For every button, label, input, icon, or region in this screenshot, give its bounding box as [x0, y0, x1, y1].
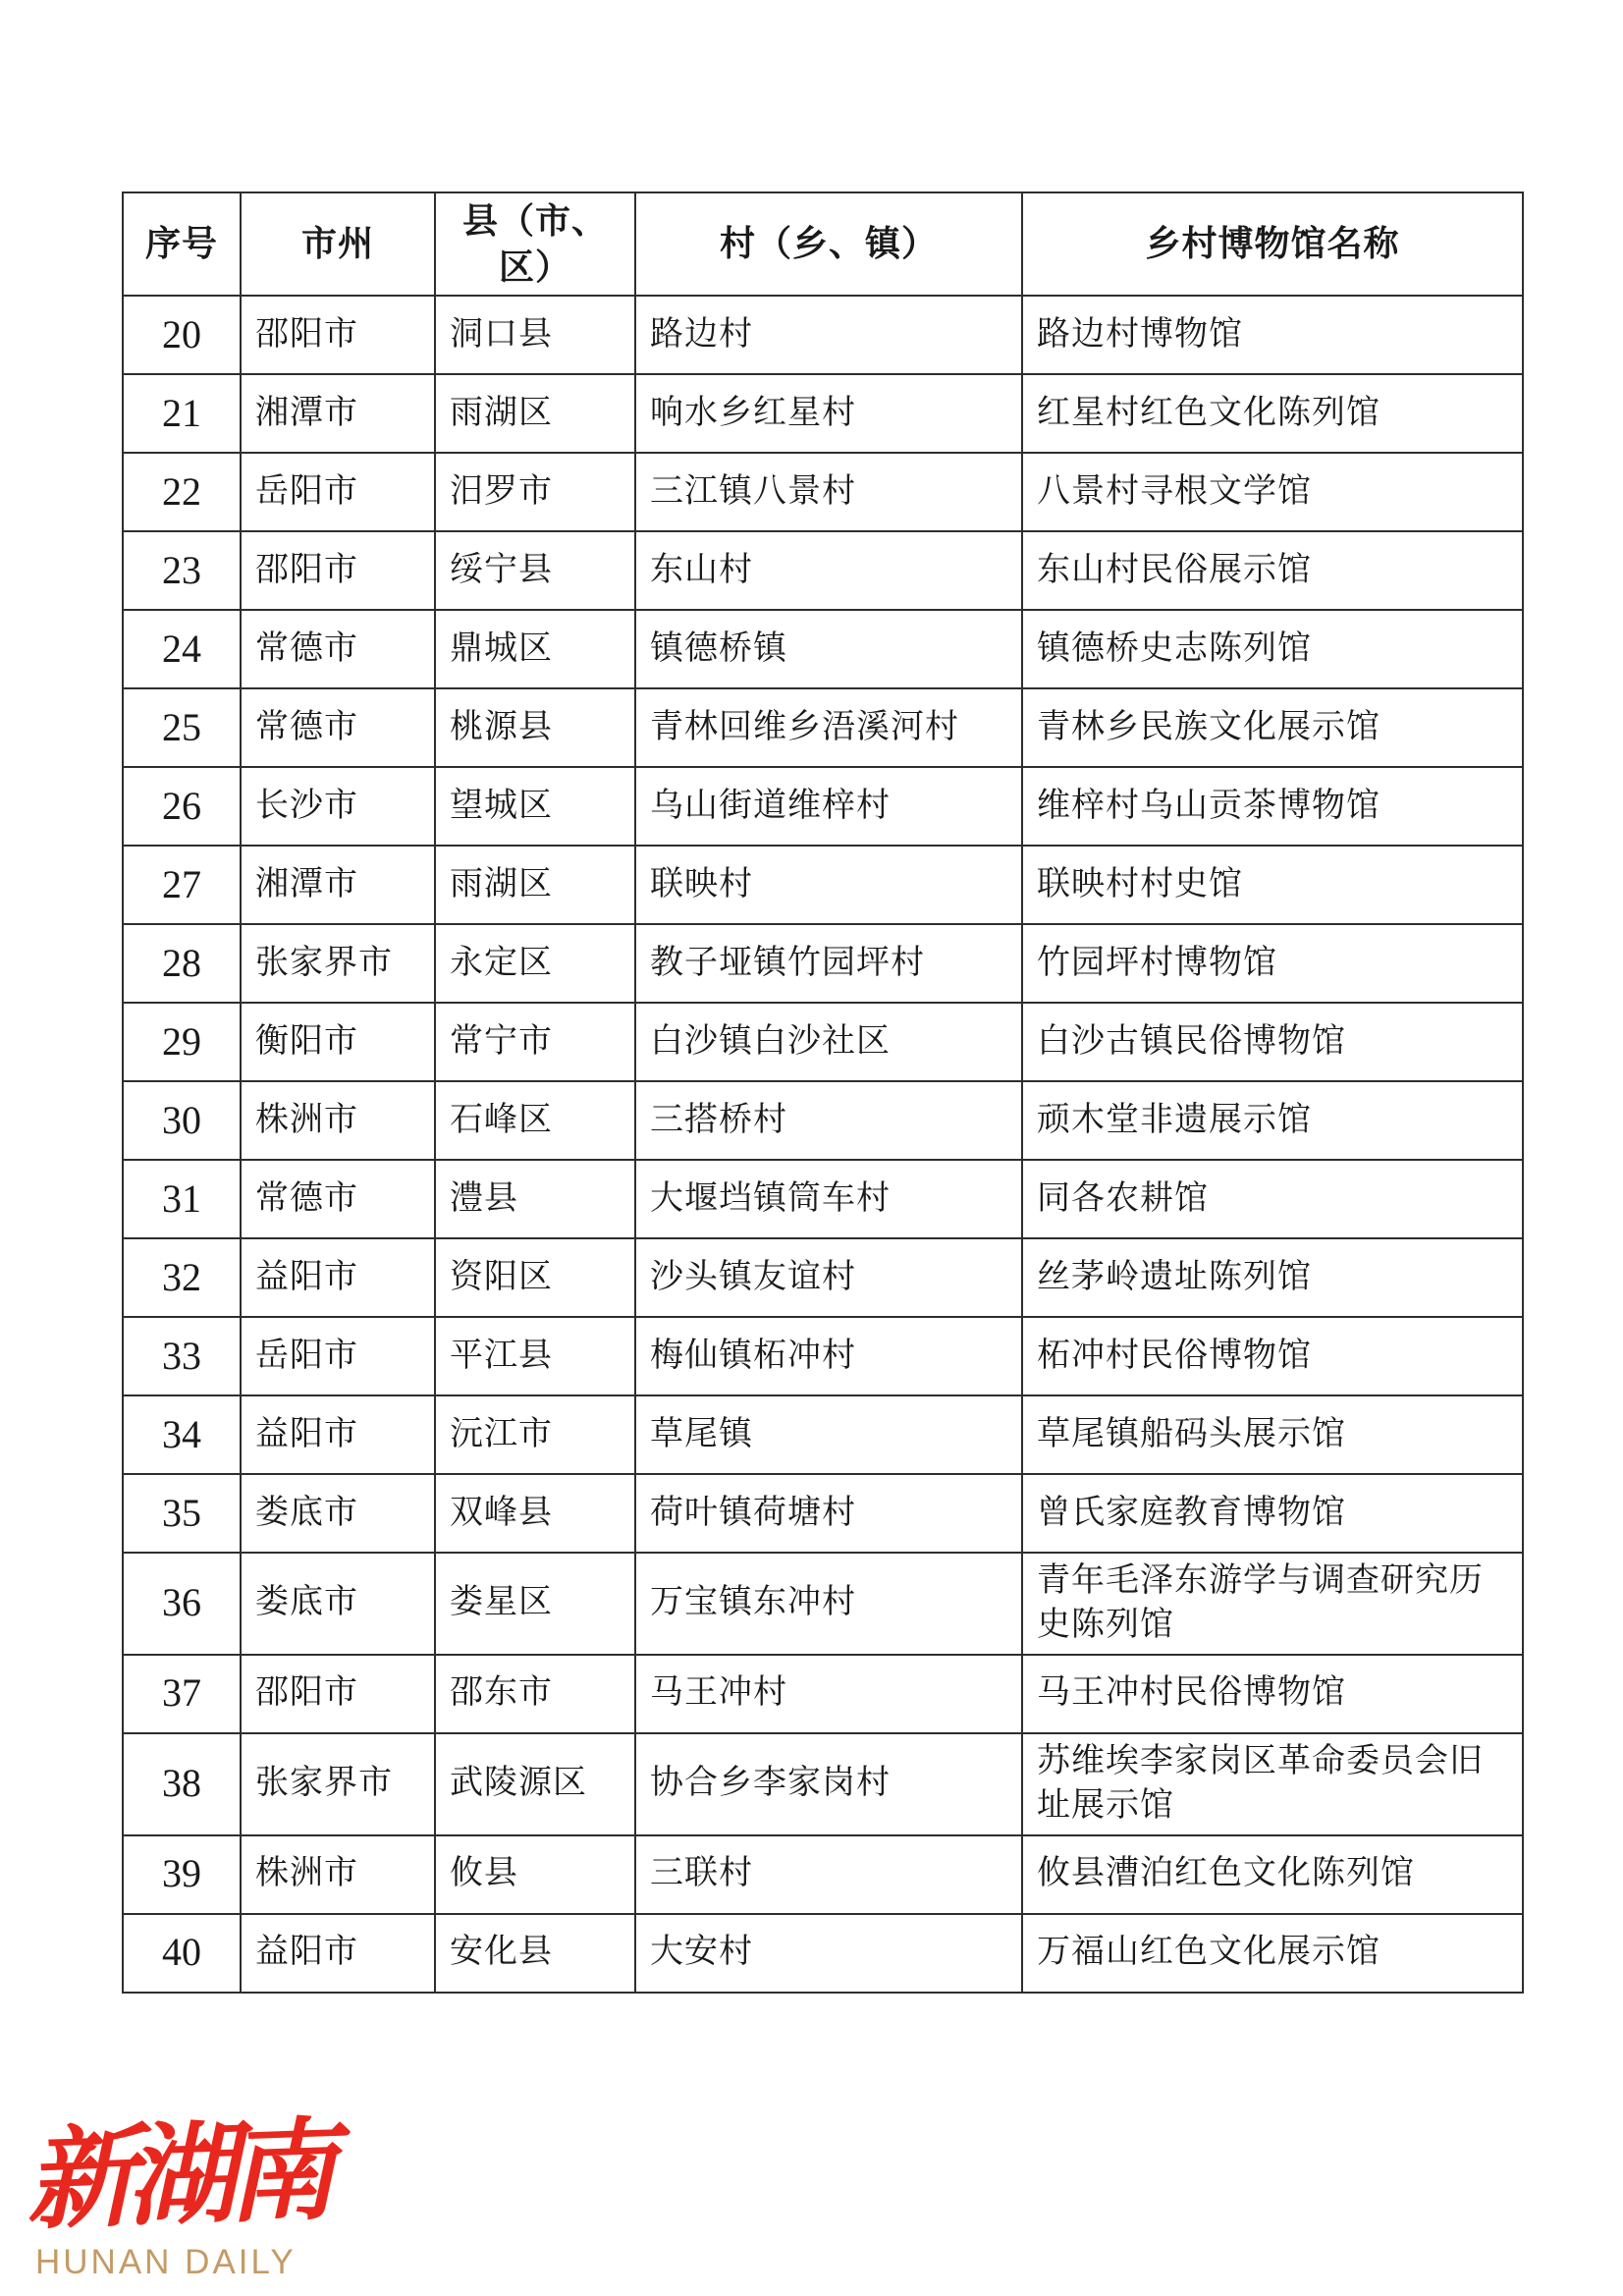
- cell-county: 攸县: [435, 1835, 635, 1914]
- cell-no: 25: [123, 688, 241, 767]
- cell-museum: 苏维埃李家岗区革命委员会旧址展示馆: [1022, 1733, 1523, 1835]
- cell-village: 青林回维乡浯溪河村: [635, 688, 1022, 767]
- cell-city: 湘潭市: [241, 374, 435, 453]
- cell-museum: 攸县漕泊红色文化陈列馆: [1022, 1835, 1523, 1914]
- cell-county: 平江县: [435, 1317, 635, 1395]
- cell-county: 绥宁县: [435, 531, 635, 610]
- cell-museum: 镇德桥史志陈列馆: [1022, 610, 1523, 688]
- cell-city: 邵阳市: [241, 1655, 435, 1733]
- cell-city: 株洲市: [241, 1081, 435, 1160]
- cell-no: 29: [123, 1003, 241, 1081]
- cell-no: 38: [123, 1733, 241, 1835]
- cell-no: 20: [123, 296, 241, 374]
- table-row: [123, 1003, 1523, 1081]
- cell-county: 雨湖区: [435, 846, 635, 924]
- cell-museum: 曾氏家庭教育博物馆: [1022, 1474, 1523, 1553]
- cell-city: 常德市: [241, 610, 435, 688]
- table-row: [123, 531, 1523, 610]
- column-header-label: 序号: [144, 223, 218, 264]
- cell-no: 35: [123, 1474, 241, 1553]
- table-row: [123, 924, 1523, 1003]
- cell-county: 鼎城区: [435, 610, 635, 688]
- cell-county: 资阳区: [435, 1238, 635, 1317]
- cell-museum: 柘冲村民俗博物馆: [1022, 1317, 1523, 1395]
- cell-museum: 草尾镇船码头展示馆: [1022, 1395, 1523, 1474]
- cell-museum: 马王冲村民俗博物馆: [1022, 1655, 1523, 1733]
- cell-no: 36: [123, 1553, 241, 1655]
- column-header-0: [123, 192, 241, 296]
- cell-county: 汨罗市: [435, 453, 635, 531]
- cell-no: 27: [123, 846, 241, 924]
- cell-museum: 八景村寻根文学馆: [1022, 453, 1523, 531]
- cell-village: 荷叶镇荷塘村: [635, 1474, 1022, 1553]
- cell-city: 益阳市: [241, 1395, 435, 1474]
- cell-city: 衡阳市: [241, 1003, 435, 1081]
- cell-museum: 同各农耕馆: [1022, 1160, 1523, 1238]
- cell-county: 澧县: [435, 1160, 635, 1238]
- cell-village: 三搭桥村: [635, 1081, 1022, 1160]
- table-row: [123, 610, 1523, 688]
- cell-no: 30: [123, 1081, 241, 1160]
- cell-city: 益阳市: [241, 1238, 435, 1317]
- cell-village: 马王冲村: [635, 1655, 1022, 1733]
- cell-museum: 青年毛泽东游学与调查研究历史陈列馆: [1022, 1553, 1523, 1655]
- cell-village: 万宝镇东冲村: [635, 1553, 1022, 1655]
- cell-museum: 顽木堂非遗展示馆: [1022, 1081, 1523, 1160]
- column-header-3: [635, 192, 1022, 296]
- table-row: [123, 374, 1523, 453]
- cell-city: 长沙市: [241, 767, 435, 846]
- cell-village: 协合乡李家岗村: [635, 1733, 1022, 1835]
- cell-village: 镇德桥镇: [635, 610, 1022, 688]
- cell-city: 娄底市: [241, 1553, 435, 1655]
- cell-village: 东山村: [635, 531, 1022, 610]
- cell-county: 洞口县: [435, 296, 635, 374]
- cell-museum: 竹园坪村博物馆: [1022, 924, 1523, 1003]
- cell-museum: 东山村民俗展示馆: [1022, 531, 1523, 610]
- cell-county: 武陵源区: [435, 1733, 635, 1835]
- cell-county: 双峰县: [435, 1474, 635, 1553]
- column-header-1: [241, 192, 435, 296]
- cell-village: 三联村: [635, 1835, 1022, 1914]
- cell-city: 张家界市: [241, 1733, 435, 1835]
- cell-city: 湘潭市: [241, 846, 435, 924]
- table-row: [123, 688, 1523, 767]
- cell-museum: 联映村村史馆: [1022, 846, 1523, 924]
- table-row: [123, 1395, 1523, 1474]
- column-header-label: 乡村博物馆名称: [1145, 223, 1400, 264]
- cell-county: 邵东市: [435, 1655, 635, 1733]
- cell-village: 白沙镇白沙社区: [635, 1003, 1022, 1081]
- column-header-label: 县（市、区）: [461, 199, 608, 287]
- hunan-daily-logo: [0, 2082, 412, 2296]
- cell-village: 三江镇八景村: [635, 453, 1022, 531]
- column-header-label: 村（乡、镇）: [719, 223, 938, 264]
- cell-no: 40: [123, 1914, 241, 1993]
- cell-village: 响水乡红星村: [635, 374, 1022, 453]
- cell-village: 沙头镇友谊村: [635, 1238, 1022, 1317]
- cell-county: 永定区: [435, 924, 635, 1003]
- cell-no: 22: [123, 453, 241, 531]
- cell-county: 雨湖区: [435, 374, 635, 453]
- cell-no: 26: [123, 767, 241, 846]
- table-row: [123, 296, 1523, 374]
- cell-county: 望城区: [435, 767, 635, 846]
- cell-county: 沅江市: [435, 1395, 635, 1474]
- cell-county: 安化县: [435, 1914, 635, 1993]
- cell-museum: 万福山红色文化展示馆: [1022, 1914, 1523, 1993]
- cell-village: 大堰垱镇筒车村: [635, 1160, 1022, 1238]
- cell-city: 娄底市: [241, 1474, 435, 1553]
- cell-museum: 路边村博物馆: [1022, 296, 1523, 374]
- cell-museum: 白沙古镇民俗博物馆: [1022, 1003, 1523, 1081]
- table-row: [123, 1474, 1523, 1553]
- logo-english-text: HUNAN DAILY: [35, 2243, 297, 2281]
- museum-table: [122, 191, 1524, 1994]
- cell-no: 31: [123, 1160, 241, 1238]
- cell-village: 草尾镇: [635, 1395, 1022, 1474]
- table-header-row: [123, 192, 1523, 296]
- column-header-label: 市州: [300, 223, 374, 264]
- cell-museum: 青林乡民族文化展示馆: [1022, 688, 1523, 767]
- cell-no: 32: [123, 1238, 241, 1317]
- cell-no: 28: [123, 924, 241, 1003]
- table-row: [123, 1835, 1523, 1914]
- table-row: [123, 1655, 1523, 1733]
- cell-village: 联映村: [635, 846, 1022, 924]
- museum-table-body: [123, 296, 1523, 1993]
- cell-city: 常德市: [241, 688, 435, 767]
- cell-no: 39: [123, 1835, 241, 1914]
- table-row: [123, 767, 1523, 846]
- cell-village: 路边村: [635, 296, 1022, 374]
- cell-museum: 红星村红色文化陈列馆: [1022, 374, 1523, 453]
- cell-village: 大安村: [635, 1914, 1022, 1993]
- cell-no: 23: [123, 531, 241, 610]
- cell-city: 邵阳市: [241, 296, 435, 374]
- cell-county: 常宁市: [435, 1003, 635, 1081]
- table-row: [123, 1081, 1523, 1160]
- cell-village: 教子垭镇竹园坪村: [635, 924, 1022, 1003]
- table-row: [123, 1914, 1523, 1993]
- cell-village: 乌山街道维梓村: [635, 767, 1022, 846]
- cell-county: 石峰区: [435, 1081, 635, 1160]
- cell-city: 张家界市: [241, 924, 435, 1003]
- cell-city: 常德市: [241, 1160, 435, 1238]
- cell-county: 娄星区: [435, 1553, 635, 1655]
- table-row: [123, 1238, 1523, 1317]
- cell-county: 桃源县: [435, 688, 635, 767]
- cell-city: 邵阳市: [241, 531, 435, 610]
- cell-village: 梅仙镇柘冲村: [635, 1317, 1022, 1395]
- table-row: [123, 1160, 1523, 1238]
- table-row: [123, 1733, 1523, 1835]
- logo-chinese-calligraphy: 新湖南: [24, 2110, 329, 2244]
- cell-museum: 丝茅岭遗址陈列馆: [1022, 1238, 1523, 1317]
- cell-no: 24: [123, 610, 241, 688]
- cell-museum: 维梓村乌山贡茶博物馆: [1022, 767, 1523, 846]
- cell-city: 株洲市: [241, 1835, 435, 1914]
- cell-no: 37: [123, 1655, 241, 1733]
- table-row: [123, 1553, 1523, 1655]
- column-header-2: [435, 192, 635, 296]
- cell-city: 岳阳市: [241, 453, 435, 531]
- cell-no: 34: [123, 1395, 241, 1474]
- column-header-4: [1022, 192, 1523, 296]
- table-row: [123, 846, 1523, 924]
- cell-no: 21: [123, 374, 241, 453]
- table-row: [123, 453, 1523, 531]
- cell-city: 益阳市: [241, 1914, 435, 1993]
- cell-city: 岳阳市: [241, 1317, 435, 1395]
- cell-no: 33: [123, 1317, 241, 1395]
- table-row: [123, 1317, 1523, 1395]
